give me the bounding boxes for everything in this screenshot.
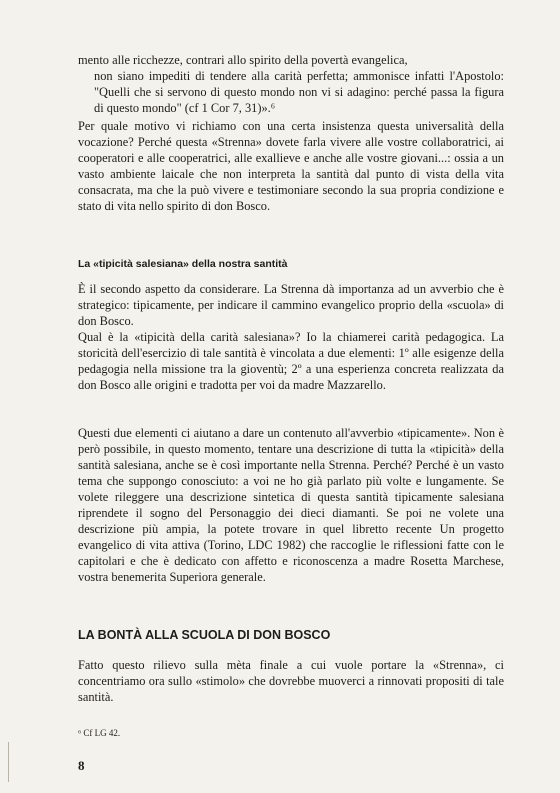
scan-edge-mark: [8, 742, 9, 782]
chapter-heading-bonta: [78, 628, 504, 642]
section-heading: La «tipicità salesiana» della nostra santità: [78, 258, 288, 270]
continuation-first-line: mento alle ricchezze, contrari allo spirito della povertà evangelica,: [78, 53, 408, 67]
paragraph-universality: [78, 118, 504, 214]
footnote: [78, 727, 504, 739]
paragraph-text: Questi due elementi ci aiutano a dare un contenuto all'avverbio «tipicamente». Non è però possibile, in questo momento, tentare una descrizione di tutta la «tipicità» della santità salesiana, anche se è così importante nella Strenna. Perché? Perché è un vasto tema che suppongo conosciuto: a voi ne ho già parlato più volte e lungamente. Se volete rileggere una descrizione sintetica di questa santità tipicamente salesiana riprendete il sogno del Personaggio dei dieci diamanti. Se poi ne volete una descrizione più ampia, la potete trovare in quel libretto recente Un progetto evangelico di vita attiva (Torino, LDC 1982) che raccoglie le riflessioni fatte con le capitolari e che è dedicato con affetto e riconoscenza a madre Rosetta Marchese, vostra benemerita Superiora generale.: [78, 426, 504, 584]
paragraph-text: È il secondo aspetto da considerare. La Strenna dà importanza ad un avverbio che è strategico: tipicamente, per indicare il cammino evangelico proprio della «scuola» di don Bosco.: [78, 282, 504, 328]
paragraph-second-aspect: [78, 281, 504, 329]
paragraph-meta-finale: [78, 657, 504, 705]
paragraph-tipicamente: [78, 425, 504, 585]
page-number-block: [78, 757, 504, 775]
section-heading-tipicita: [78, 258, 504, 270]
footnote-text: ⁶ Cf LG 42.: [78, 728, 121, 738]
page-number: 8: [78, 758, 85, 773]
continuation-paragraph: [78, 52, 504, 116]
chapter-heading: LA BONTÀ ALLA SCUOLA DI DON BOSCO: [78, 628, 331, 642]
paragraph-text: Per quale motivo vi richiamo con una certa insistenza questa universalità della vocazione? Perché questa «Strenna» dovete farla vivere alle vostre collaboratrici, ai cooperatori e alle cooperatrici, alle exallieve e anche alle vostre giovani...: ossia a un vasto ambiente laicale che non interpreta la santità dal punto di vista della vita consacrata, ma che la può vivere e testimoniare secondo la sua propria condizione e stato di vita nello spirito di don Bosco.: [78, 119, 504, 213]
paragraph-text: Fatto questo rilievo sulla mèta finale a cui vuole portare la «Strenna», ci concentriamo ora sullo «stimolo» che dovrebbe muoverci a rinnovati propositi di tale santità.: [78, 658, 504, 704]
continuation-text: non siano impediti di tendere alla carità perfetta; ammonisce infatti l'Apostolo: "Quelli che si servono di questo mondo non vi si adagino: perché passa la figura di questo mondo" (cf 1 Cor 7, 31)».⁶: [94, 69, 504, 115]
paragraph-text: Qual è la «tipicità della carità salesiana»? Io la chiamerei carità pedagogica. La storicità dell'esercizio di tale santità è vincolata a due elementi: 1º alle esigenze della pedagogia nella missione tra la gioventù; 2º a una esperienza concreta realizzata da don Bosco alle origini e tradotta per voi da madre Mazzarello.: [78, 330, 504, 392]
paragraph-carita-pedagogica: [78, 329, 504, 393]
